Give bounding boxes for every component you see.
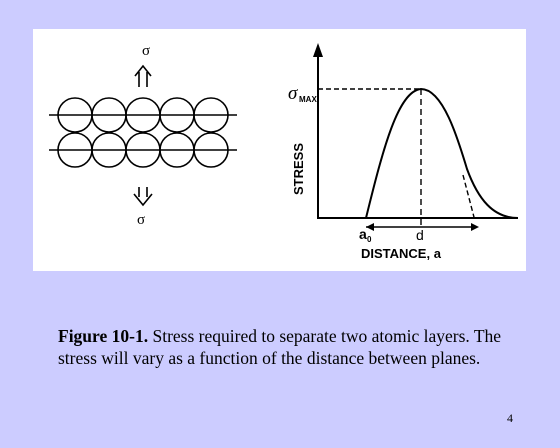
y-axis-label: STRESS xyxy=(291,142,306,195)
sigma-max-subscript: MAX xyxy=(299,95,317,104)
distance-arrow-left-icon xyxy=(366,223,374,231)
stress-curve xyxy=(366,89,518,218)
figure-panel xyxy=(33,29,526,271)
x-axis-label: DISTANCE, a xyxy=(361,246,441,261)
caption-text: Stress required to separate two atomic layers. The stress will vary as a function of the distance between planes. xyxy=(58,326,502,368)
y-axis-arrow-icon xyxy=(313,43,323,57)
a0-subscript: 0 xyxy=(367,235,372,244)
sigma-bottom-label: σ xyxy=(136,212,146,228)
sigma-max-label: σ xyxy=(288,83,298,104)
figure-label: Figure 10-1. xyxy=(58,326,149,346)
atomic-layers xyxy=(49,43,237,228)
bottom-hollow-arrow-icon xyxy=(134,187,152,205)
a0-label: a xyxy=(359,226,367,242)
distance-arrow-right-icon xyxy=(471,223,479,231)
stress-graph xyxy=(288,43,518,261)
page-number: 4 xyxy=(507,411,513,425)
sigma-top-label: σ xyxy=(141,43,151,59)
stress-distance-diagram xyxy=(33,29,526,271)
d-label: d xyxy=(416,227,424,243)
figure-caption xyxy=(58,325,528,369)
top-hollow-arrow-icon xyxy=(135,66,151,87)
